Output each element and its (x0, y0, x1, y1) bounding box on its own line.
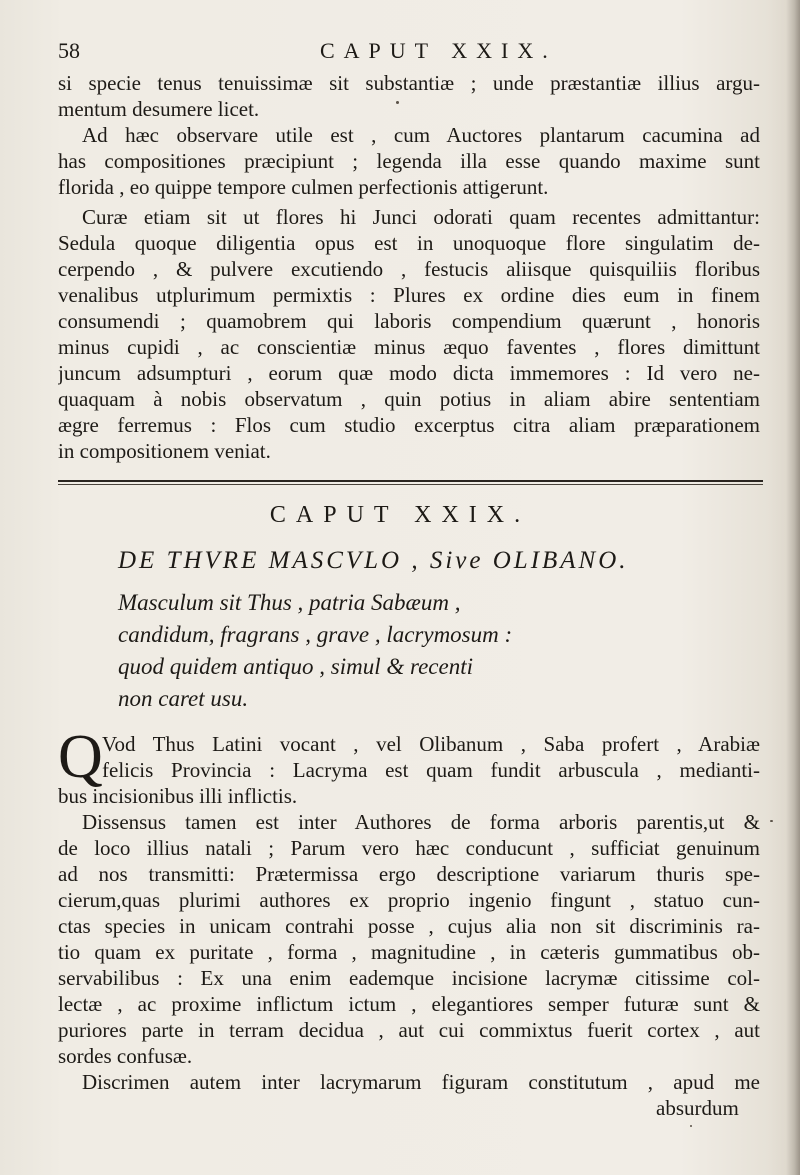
paper-speck (690, 1125, 692, 1127)
chapter-summary-line: quod quidem antiquo , simul & recenti (118, 654, 473, 679)
text-line: in compositionem veniat. (58, 439, 271, 463)
text-line: ægre ferremus : Flos cum studio excerptus citra aliam præparationem (58, 413, 760, 437)
paper-speck (770, 820, 773, 822)
chapter-subtitle: DE THVRE MASCVLO , Sive OLIBANO. (118, 547, 629, 574)
section-divider (58, 480, 763, 482)
text-line: servabilibus : Ex una enim eademque incisione lacrymæ citissime col- (58, 966, 760, 990)
text-line: ctas species in unicam contrahi posse , cujus alia non sit discriminis ra- (58, 914, 760, 938)
text-line: Sedula quoque diligentia opus est in unoquoque flore singulatim de- (58, 231, 760, 255)
text-line: cerpendo , & pulvere excutiendo , festucis aliisque quisquiliis floribus (58, 257, 760, 281)
text-line: consumendi ; quamobrem qui laboris compendium quærunt , honoris (58, 309, 760, 333)
catchword: absurdum (656, 1096, 739, 1120)
page-edge-shadow (786, 0, 800, 1175)
drop-cap: Q (58, 723, 103, 791)
chapter-title: CAPUT XXIX. (269, 502, 531, 528)
text-line: minus cupidi , ac conscientiæ minus æquo faventes , flores dimittunt (58, 335, 760, 359)
text-line: Discrimen autem inter lacrymarum figuram constitutum , apud me (82, 1070, 760, 1094)
continuation-text (58, 70, 760, 470)
text-line: Curæ etiam sit ut flores hi Junci odorati quam recentes admittantur: (82, 205, 760, 229)
text-line: quaquam à nobis observatum , quin potius in aliam abire sententiam (58, 387, 760, 411)
chapter-body-text (58, 731, 760, 1151)
text-line: venalibus utplurimum permixtis : Plures ex ordine dies eum in finem (58, 283, 760, 307)
text-line: ad nos transmitti: Prætermissa ergo descriptione variarum thuris spe- (58, 862, 760, 886)
paper-speck (396, 101, 399, 104)
section-divider-thin (58, 484, 763, 485)
text-line: de loco illius natali ; Parum vero hæc conducunt , sufficiat genuinum (58, 836, 760, 860)
text-line: cierum,quas plurimi authores ex proprio ingenio fingunt , statuo cun- (58, 888, 760, 912)
chapter-summary-line: candidum, fragrans , grave , lacrymosum : (118, 622, 513, 647)
text-line: felicis Provincia : Lacryma est quam fundit arbuscula , medianti- (102, 758, 760, 782)
text-line: florida , eo quippe tempore culmen perfectionis attigerunt. (58, 175, 549, 199)
page-number: 58 (58, 38, 80, 63)
page-header (58, 38, 760, 66)
text-line: si specie tenus tenuissimæ sit substantiæ ; unde præstantiæ illius argu- (58, 71, 760, 95)
text-line: has compositiones præcipiunt ; legenda illa esse quando maxime sunt (58, 149, 760, 173)
text-line: juncum adsumpturi , eorum quæ modo dicta immemores : Id vero ne- (58, 361, 760, 385)
text-line: Dissensus tamen est inter Authores de forma arboris parentis,ut & (82, 810, 760, 834)
text-line: lectæ , ac proxime inflictum ictum , elegantiores semper futuræ sunt & (58, 992, 760, 1016)
text-line: puriores parte in terram decidua , aut cui commixtus fuerit cortex , aut (58, 1018, 760, 1042)
text-line: tio quam ex puritate , forma , magnitudine , in cæteris gummatibus ob- (58, 940, 760, 964)
text-line: Vod Thus Latini vocant , vel Olibanum , Saba profert , Arabiæ (102, 732, 760, 756)
text-line: sordes confusæ. (58, 1044, 193, 1068)
chapter-summary-line: non caret usu. (118, 686, 249, 711)
text-line: mentum desumere licet. (58, 97, 260, 121)
text-line: bus incisionibus illi inflictis. (58, 784, 298, 808)
running-head: CAPUT XXIX. (320, 38, 557, 63)
chapter-summary-line: Masculum sit Thus , patria Sabæum , (118, 590, 461, 615)
text-line: Ad hæc observare utile est , cum Auctores plantarum cacumina ad (82, 123, 760, 147)
